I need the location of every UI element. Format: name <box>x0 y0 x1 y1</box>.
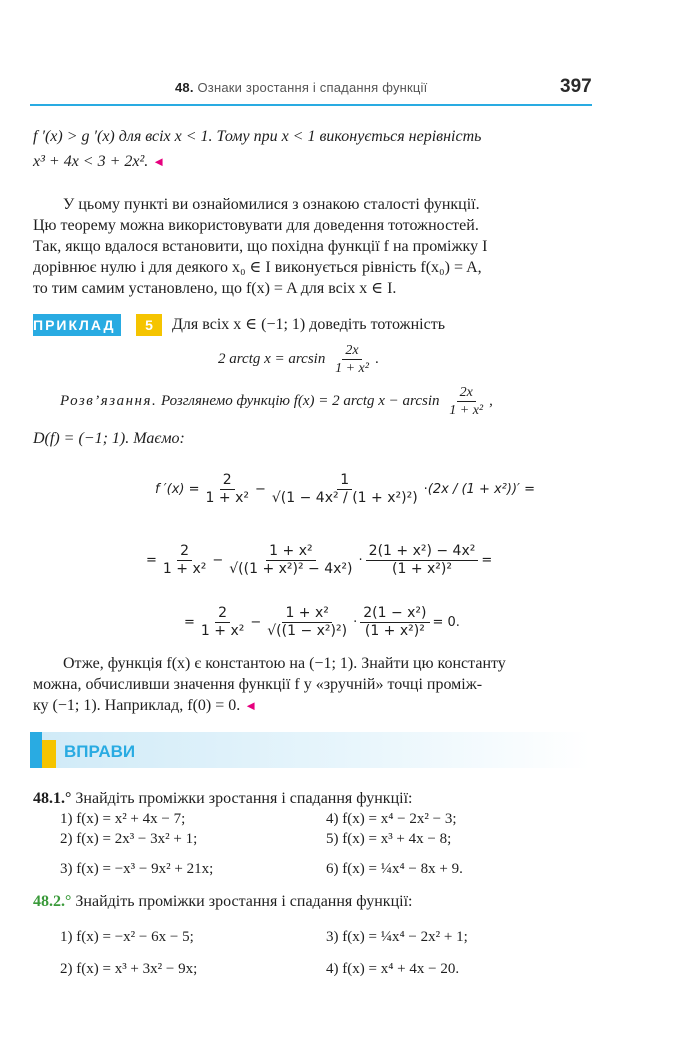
domain-line: D(f) = (−1; 1). Маємо: <box>33 430 185 447</box>
exercises-title: ВПРАВИ <box>64 742 136 761</box>
section-number: 48. <box>175 80 194 95</box>
paragraph-line-4: дорівнює нулю і для деякого x₀ ∈ I виконується рівність f(x₀) = A, <box>33 259 482 276</box>
solution-label: Розв’язання. <box>60 392 158 409</box>
header-rule <box>30 104 592 106</box>
paragraph-line-1: У цьому пункті ви ознайомилися з ознакою сталості функції. <box>63 196 480 213</box>
page-number: 397 <box>560 76 592 97</box>
example-label: ПРИКЛАД <box>33 314 121 336</box>
equation-3: = $\frac{2}{\text{1 + x²}}$ − $\frac{\text{1 + x²}}{\text{√((1 − x²)²)}}$ · $\frac{\text{2(1 − x²)}}{\text{(1 + x²)²}}$ = 0. <box>184 604 460 639</box>
task2-item-2: 2) f(x) = x³ + 3x² − 9x; <box>60 961 198 977</box>
equation-2: = $\frac{2}{\text{1 + x²}}$ − $\frac{\text{1 + x²}}{\text{√((1 + x²)² − 4x²)}}$ · $\frac{\text{2(1 + x²) − 4x²}}{\text{(1 + x²)²}}$ = <box>146 542 493 577</box>
conclusion-line-2: можна, обчисливши значення функції f у «зручній» точці проміж- <box>33 676 483 693</box>
task1-item-4: 4) f(x) = x⁴ − 2x² − 3; <box>326 811 457 827</box>
solution-line: Розв’язання. Розглянемо функцію f(x) = 2 arctg x − arcsin $\frac{2x}{\text{1 + x²}}$ , <box>60 385 493 418</box>
task2-item-1: 1) f(x) = −x² − 6x − 5; <box>60 929 194 945</box>
task-number: 48.2.° <box>33 893 72 910</box>
task2-item-4: 4) f(x) = x⁴ + 4x − 20. <box>326 961 460 977</box>
intro-line-1: f ′(x) > g ′(x) для всіх x < 1. Тому при x < 1 виконується нерівність <box>33 128 482 145</box>
task1-item-5: 5) f(x) = x³ + 4x − 8; <box>326 831 452 847</box>
paragraph-line-5: то тим самим установлено, що f(x) = A для всіх x ∈ I. <box>33 280 397 297</box>
task2-item-3: 3) f(x) = ¼x⁴ − 2x² + 1; <box>326 929 468 945</box>
identity-formula: 2 arctg x = arcsin $\frac{2x}{\text{1 + x²}}$ . <box>218 343 379 376</box>
running-header <box>175 80 427 95</box>
end-proof-marker-icon: ◄ <box>152 154 166 169</box>
conclusion-line-3: ку (−1; 1). Наприклад, f(0) = 0. ◄ <box>33 697 258 714</box>
task1-item-6: 6) f(x) = ¼x⁴ − 8x + 9. <box>326 861 463 877</box>
equation-1: f ′(x) = $\frac{2}{\text{1 + x²}}$ − $\frac{1}{\text{√(1 − 4x² / (1 + x²)²)}}$ · (2x / (1 + x²))′ = <box>155 471 536 506</box>
paragraph-line-3: Так, якщо вдалося встановити, що похідна функції f на проміжку I <box>33 238 488 255</box>
banner-accent-blue <box>30 732 42 768</box>
example-number: 5 <box>136 314 162 336</box>
paragraph-line-2: Цю теорему можна використовувати для доведення тотожностей. <box>33 217 479 234</box>
example-statement: Для всіх x ∈ (−1; 1) доведіть тотожність <box>172 316 446 333</box>
task1-item-3: 3) f(x) = −x³ − 9x² + 21x; <box>60 861 214 877</box>
banner-accent-yellow <box>42 740 56 768</box>
intro-line-2: x³ + 4x < 3 + 2x². ◄ <box>33 153 166 170</box>
conclusion-line-1: Отже, функція f(x) є константою на (−1; 1). Знайти цю константу <box>63 655 506 672</box>
task1-item-2: 2) f(x) = 2x³ − 3x² + 1; <box>60 831 198 847</box>
task-number: 48.1.° <box>33 790 72 807</box>
task-48-2: 48.2.° Знайдіть проміжки зростання і спадання функції: <box>33 893 413 910</box>
end-solution-marker-icon: ◄ <box>244 698 258 713</box>
section-title: Ознаки зростання і спадання функції <box>197 80 428 95</box>
task-48-1: 48.1.° Знайдіть проміжки зростання і спадання функції: <box>33 790 413 807</box>
task1-item-1: 1) f(x) = x² + 4x − 7; <box>60 811 186 827</box>
